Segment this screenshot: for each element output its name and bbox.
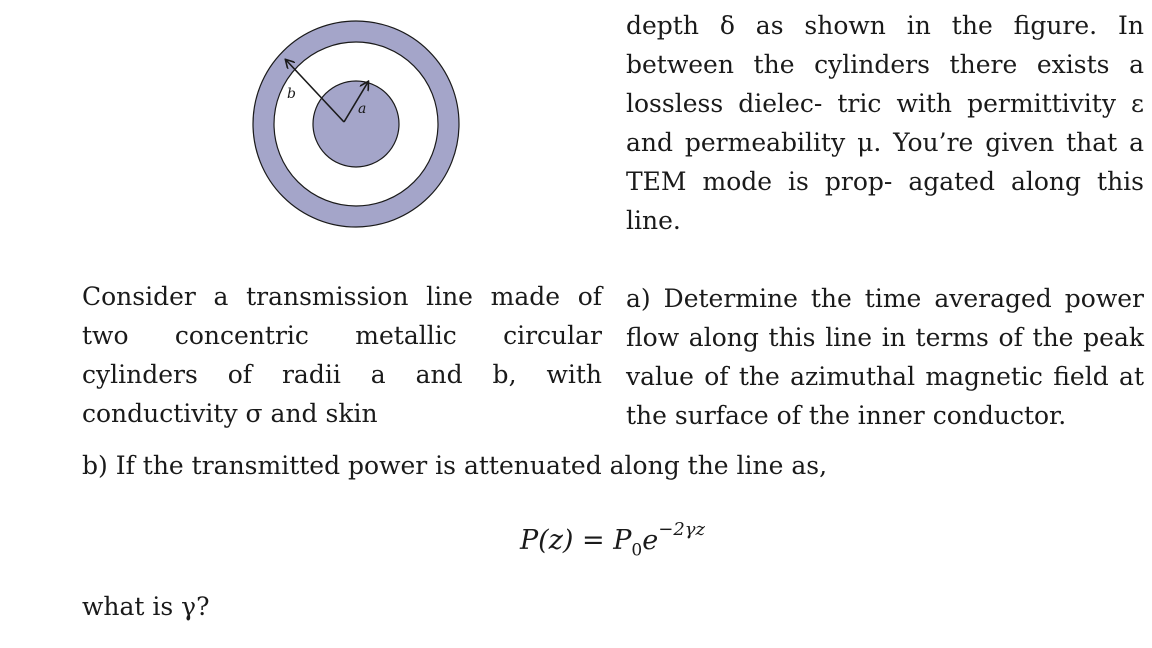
inner-conductor	[313, 81, 399, 167]
radius-a-label: a	[358, 101, 367, 117]
part-b-question: b) If the transmitted power is attenuated along the line as,	[82, 451, 828, 480]
problem-paragraph-continued: depth δ as shown in the figure. In between the cylinders there exists a lossless dielec- tric with permittivity ε and permeability μ. You’re given that a TEM mode is prop- agated along this line.	[626, 11, 1144, 235]
equation-lhs: P(z) = P	[520, 525, 632, 556]
radius-b-label: b	[287, 86, 296, 102]
equation-base: e	[642, 525, 659, 556]
equation-subscript: 0	[631, 540, 643, 561]
part-a-question: a) Determine the time averaged power flow along this line in terms of the peak value of the azimuthal magnetic field at the surface of the inner conductor.	[626, 284, 1144, 430]
coaxial-cross-section-diagram	[250, 18, 462, 230]
attenuation-equation	[520, 514, 705, 570]
right-column	[626, 6, 1144, 435]
final-question: what is γ?	[82, 592, 210, 621]
equation-exponent: −2γz	[658, 519, 706, 540]
problem-intro: Consider a transmission line made of two concentric metallic circular cylinders of radii a and b, with conductivity σ and skin	[82, 282, 602, 428]
left-column	[82, 277, 602, 433]
